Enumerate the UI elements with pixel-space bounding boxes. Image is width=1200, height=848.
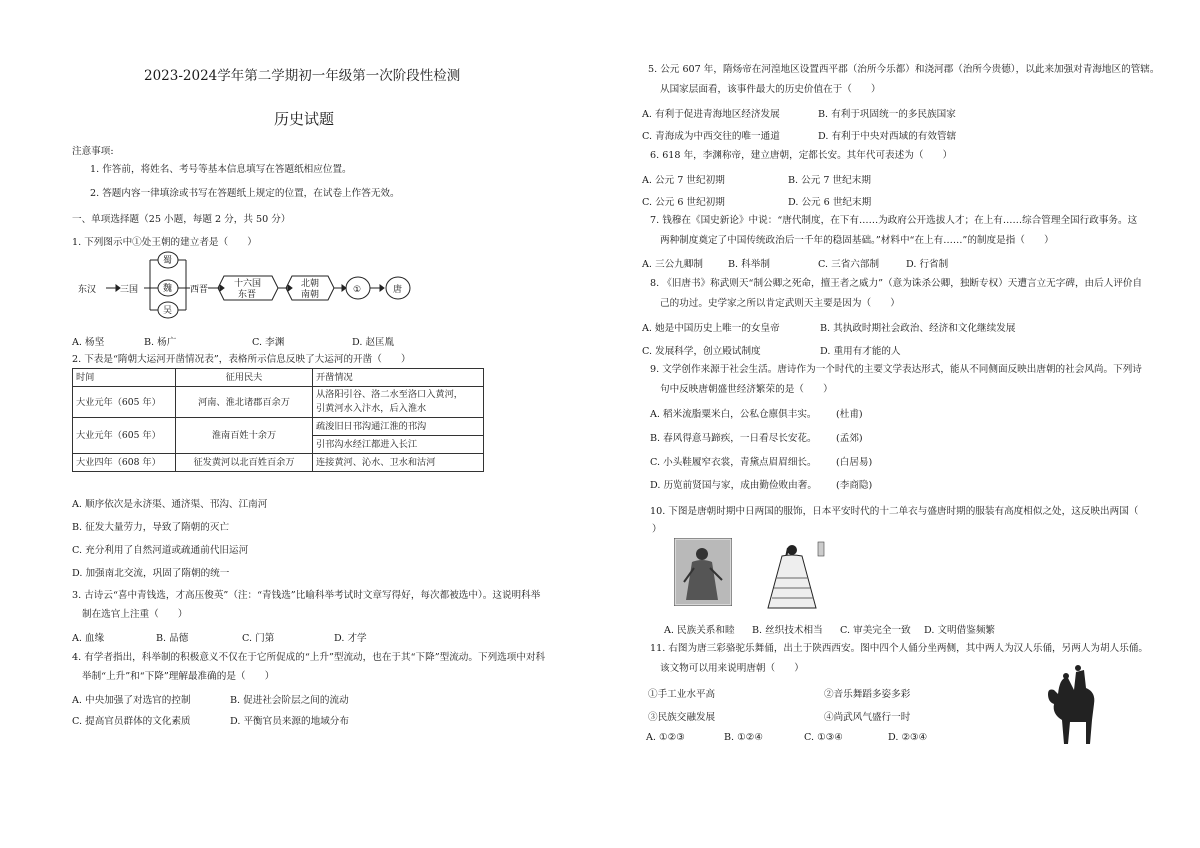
q7-option-d[interactable]: D. 行省制: [906, 259, 949, 270]
q5-stem-line1: 5. 公元 607 年，隋炀帝在河湟地区设置西平郡（治所今乐都）和浇河郡（治所今贵德），以此来加强对青海地区的管辖。: [648, 64, 1160, 75]
q8-stem-line2: 己的功过。史学家之所以肯定武则天主要是因为（ ）: [660, 298, 900, 309]
q11-option-d[interactable]: D. ②③④: [888, 732, 928, 743]
camel-figurine-image: [1044, 664, 1102, 748]
table-cell-line: 从洛阳引谷、洛二水至洛口入黄河，: [316, 389, 463, 400]
q4-stem-line1: 4. 有学者指出，科举制的积极意义不仅在于它所促成的“上升”型流动，也在于其“下降”型流动。下列选项中对科: [72, 652, 546, 663]
table-cell: 引邗沟水经江都进入长江: [313, 436, 484, 454]
q11-stem-line1: 11. 右图为唐三彩骆驼乐舞俑，出土于陕西西安。图中四个人俑分坐两侧，其中两人为汉人乐俑，另两人为胡人乐俑。: [650, 643, 1148, 654]
table-cell: 连接黄河、沁水、卫水和沽河: [313, 454, 484, 472]
q10-option-b[interactable]: B. 丝织技术相当: [752, 625, 823, 636]
table-header-row: [73, 369, 484, 387]
q4-option-c[interactable]: C. 提高官员群体的文化素质: [72, 716, 191, 727]
q8-stem-line1: 8. 《旧唐书》称武则天“制公卿之死命，擅王者之威力”（意为诛杀公卿，独断专权）天遭言立无字碑，由后人评价自: [650, 278, 1143, 289]
flow-wu: 吴: [163, 306, 173, 316]
q3-option-c[interactable]: C. 门第: [242, 633, 275, 644]
q6-stem: 6. 618 年，李渊称帝，建立唐朝，定都长安。其年代可表述为（ ）: [650, 150, 953, 161]
q8-option-a[interactable]: A. 她是中国历史上唯一的女皇帝: [642, 323, 780, 334]
tang-costume-image: [674, 538, 732, 606]
q11-item-2: ②音乐舞蹈多姿多彩: [824, 689, 911, 700]
q6-option-b[interactable]: B. 公元 7 世纪末期: [788, 175, 871, 186]
q8-option-c[interactable]: C. 发展科学，创立殿试制度: [642, 346, 761, 357]
q7-option-c[interactable]: C. 三省六部制: [818, 259, 880, 270]
q7-stem-line2: 两种制度奠定了中国传统政治后一千年的稳固基础。”材料中“在上有……”的制度是指（ ）: [660, 235, 1054, 246]
q11-item-4: ④尚武风气盛行一时: [824, 712, 911, 723]
q10-stem-line1: 10. 下图是唐朝时期中日两国的服饰，日本平安时代的十二单衣与盛唐时期的服装有高度相似之处，这反映出两国（: [650, 506, 1139, 517]
q1-option-c[interactable]: C. 李渊: [252, 337, 285, 348]
q7-option-b[interactable]: B. 科举制: [728, 259, 770, 270]
q1-option-b[interactable]: B. 杨广: [144, 337, 177, 348]
q6-option-d[interactable]: D. 公元 6 世纪末期: [788, 197, 872, 208]
section-heading: 一、单项选择题（25 小题，每题 2 分，共 50 分）: [72, 214, 291, 225]
q6-option-c[interactable]: C. 公元 6 世纪初期: [642, 197, 725, 208]
table-cell: 淮南百姓十余万: [176, 418, 313, 454]
table-cell-line: 引黄河水入汴水，后入淮水: [316, 403, 427, 414]
flow-nanbei-1: 北朝: [301, 279, 320, 289]
notice-heading: 注意事项:: [72, 146, 114, 157]
q7-stem-line1: 7. 钱穆在《国史新论》中说：“唐代制度，在下有……为政府公开选拔人才；在上有……综合管理全国行政事务。这: [650, 215, 1138, 226]
q1-stem: 1. 下列图示中①处王朝的建立者是（ ）: [72, 237, 257, 248]
q3-option-d[interactable]: D. 才学: [334, 633, 367, 644]
table-row: [73, 387, 484, 418]
q9-option-c[interactable]: C. 小头鞋履窄衣裳，青黛点眉眉细长。: [650, 457, 817, 468]
table-row: [73, 418, 484, 436]
q11-item-1: ①手工业水平高: [648, 689, 716, 700]
table-cell: 大业元年（605 年）: [73, 387, 176, 418]
q11-stem-line2: 该文物可以用来说明唐朝（ ）: [660, 663, 804, 674]
q3-stem-line1: 3. 古诗云“喜中青钱选，才高压俊英”（注：“青钱选”比喻科举考试时文章写得好，每次都被选中）。这说明科举: [72, 590, 541, 601]
q2-option-a[interactable]: A. 顺序依次是永济渠、通济渠、邗沟、江南河: [72, 499, 268, 510]
q10-stem-line2: ）: [652, 524, 662, 535]
q5-option-d[interactable]: D. 有利于中央对西域的有效管辖: [818, 131, 957, 142]
q10-option-a[interactable]: A. 民族关系和睦: [664, 625, 735, 636]
q5-option-c[interactable]: C. 青海成为中西交往的唯一通道: [642, 131, 780, 142]
q3-stem-line2: 制在选官上注重（ ）: [82, 609, 188, 620]
notice-item-1: 1. 作答前，将姓名、考号等基本信息填写在答题纸相应位置。: [90, 164, 352, 175]
q2-option-b[interactable]: B. 征发大量劳力，导致了隋朝的灭亡: [72, 522, 230, 533]
q4-option-b[interactable]: B. 促进社会阶层之间的流动: [230, 695, 349, 706]
table-header-time: 时间: [73, 369, 176, 387]
q9-stem-line1: 9. 文学创作来源于社会生活。唐诗作为一个时代的主要文学表达形式，能从不同侧面反映出唐朝的社会风尚。下列诗: [650, 364, 1142, 375]
subject-title: 历史试题: [274, 110, 335, 128]
exam-title: 2023-2024学年第二学期初一年级第一次阶段性检测: [144, 68, 461, 84]
q9-option-b-author: (孟郊): [836, 433, 863, 444]
table-cell: [313, 387, 484, 418]
q2-stem: 2. 下表是“隋朝大运河开凿情况表”，表格所示信息反映了大运河的开凿（ ）: [72, 354, 411, 365]
flow-sixteen-2: 东晋: [238, 290, 257, 300]
table-row: [73, 454, 484, 472]
q2-option-d[interactable]: D. 加强南北交流，巩固了隋朝的统一: [72, 568, 230, 579]
flow-tang: 唐: [393, 285, 403, 295]
flow-wei: 魏: [163, 284, 173, 294]
q8-option-b[interactable]: B. 其执政时期社会政治、经济和文化继续发展: [820, 323, 1016, 334]
q10-option-d[interactable]: D. 文明借鉴频繁: [924, 625, 996, 636]
flow-shu: 蜀: [163, 256, 173, 266]
q9-option-a[interactable]: A. 稻米流脂粟米白，公私仓廪俱丰实。: [650, 409, 817, 420]
q4-stem-line2: 举制“上升”和“下降”理解最准确的是（ ）: [82, 671, 275, 682]
q9-option-d-author: (李商隐): [836, 480, 873, 491]
table-header-labor: 征用民夫: [176, 369, 313, 387]
q10-option-c[interactable]: C. 审美完全一致: [840, 625, 911, 636]
notice-item-2: 2. 答题内容一律填涂或书写在答题纸上规定的位置，在试卷上作答无效。: [90, 188, 400, 199]
q11-option-a[interactable]: A. ①②③: [646, 732, 685, 743]
flow-nanbei-2: 南朝: [301, 290, 320, 300]
q7-option-a[interactable]: A. 三公九卿制: [642, 259, 703, 270]
flow-donghan: 东汉: [78, 285, 97, 295]
q4-option-d[interactable]: D. 平衡官员来源的地域分布: [230, 716, 349, 727]
table-cell: 大业元年（605 年）: [73, 418, 176, 454]
table-header-work: 开凿情况: [313, 369, 484, 387]
q8-option-d[interactable]: D. 重用有才能的人: [820, 346, 901, 357]
q5-stem-line2: 从国家层面看，该事件最大的历史价值在于（ ）: [660, 84, 881, 95]
table-cell: 河南、淮北诸郡百余万: [176, 387, 313, 418]
table-cell: 大业四年（608 年）: [73, 454, 176, 472]
flow-sanguo: 三国: [120, 285, 139, 295]
q11-item-3: ③民族交融发展: [648, 712, 716, 723]
flow-xijin: 西晋: [190, 285, 209, 295]
flow-sixteen-1: 十六国: [234, 279, 262, 289]
dynasty-flow-diagram: [72, 248, 432, 320]
q9-stem-line2: 句中反映唐朝盛世经济繁荣的是（ ）: [660, 384, 833, 395]
q2-option-c[interactable]: C. 充分利用了自然河道或疏通前代旧运河: [72, 545, 249, 556]
canal-table: [72, 368, 484, 472]
q1-option-d[interactable]: D. 赵匡胤: [352, 337, 395, 348]
q5-option-b[interactable]: B. 有利于巩固统一的多民族国家: [818, 109, 956, 120]
japanese-costume-image: [758, 538, 828, 610]
q11-option-b[interactable]: B. ①②④: [724, 732, 763, 743]
q5-option-a[interactable]: A. 有利于促进青海地区经济发展: [642, 109, 780, 120]
q9-option-d[interactable]: D. 历览前贤国与家，成由勤俭败由奢。: [650, 480, 817, 491]
q4-option-a[interactable]: A. 中央加强了对选官的控制: [72, 695, 191, 706]
q9-option-b[interactable]: B. 春风得意马蹄疾，一日看尽长安花。: [650, 433, 817, 444]
q3-option-a[interactable]: A. 血缘: [72, 633, 105, 644]
q9-option-c-author: (白居易): [836, 457, 873, 468]
table-cell: 征发黄河以北百姓百余万: [176, 454, 313, 472]
q6-option-a[interactable]: A. 公元 7 世纪初期: [642, 175, 725, 186]
q9-option-a-author: (杜甫): [836, 409, 863, 420]
table-cell: 疏浚旧日邗沟通江淮的邗沟: [313, 418, 484, 436]
q3-option-b[interactable]: B. 品德: [156, 633, 189, 644]
q1-option-a[interactable]: A. 杨坚: [72, 337, 105, 348]
flow-blank: ①: [353, 285, 362, 295]
q11-option-c[interactable]: C. ①③④: [804, 732, 843, 743]
